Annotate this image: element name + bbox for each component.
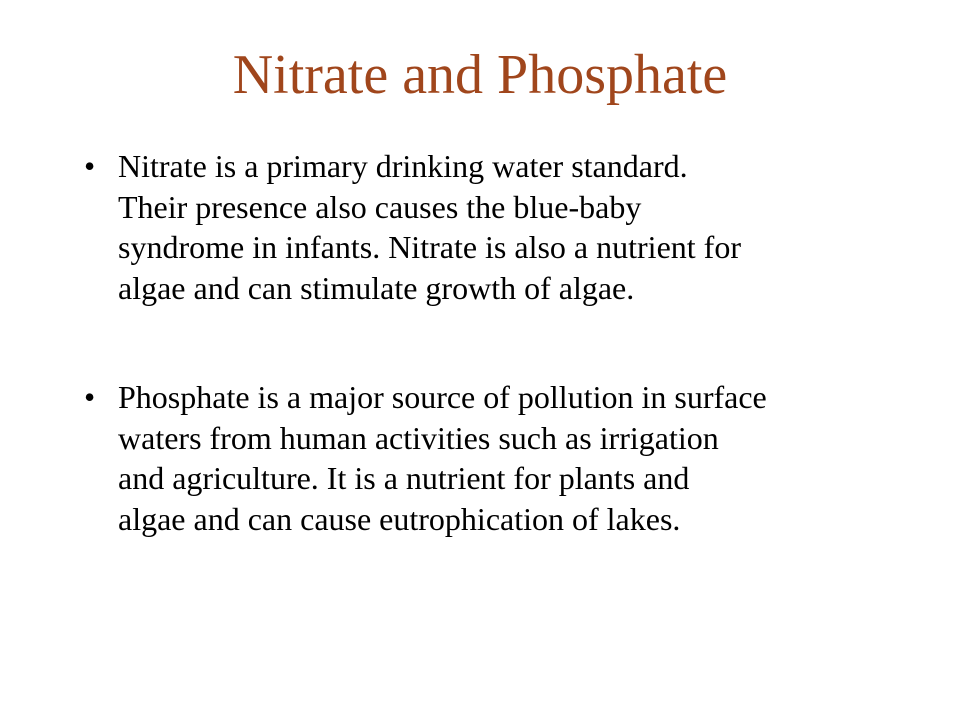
bullet-icon: •	[84, 379, 96, 415]
bullet-icon: •	[84, 148, 96, 184]
bullet-text-nitrate: Nitrate is a primary drinking water standard. Their presence also causes the blue-baby syndrome in infants. Nitrate is also a nutrient for algae and can stimulate growth of algae.	[118, 148, 741, 306]
bullet-text-phosphate: Phosphate is a major source of pollution in surface waters from human activities such as irrigation and agriculture. It is a nutrient for plants and algae and can cause eutrophication of lakes.	[118, 379, 767, 537]
bullet-list	[84, 146, 884, 539]
slide-title: Nitrate and Phosphate	[232, 44, 728, 106]
bullet-item-phosphate	[84, 377, 884, 539]
bullet-item-nitrate	[84, 146, 884, 308]
